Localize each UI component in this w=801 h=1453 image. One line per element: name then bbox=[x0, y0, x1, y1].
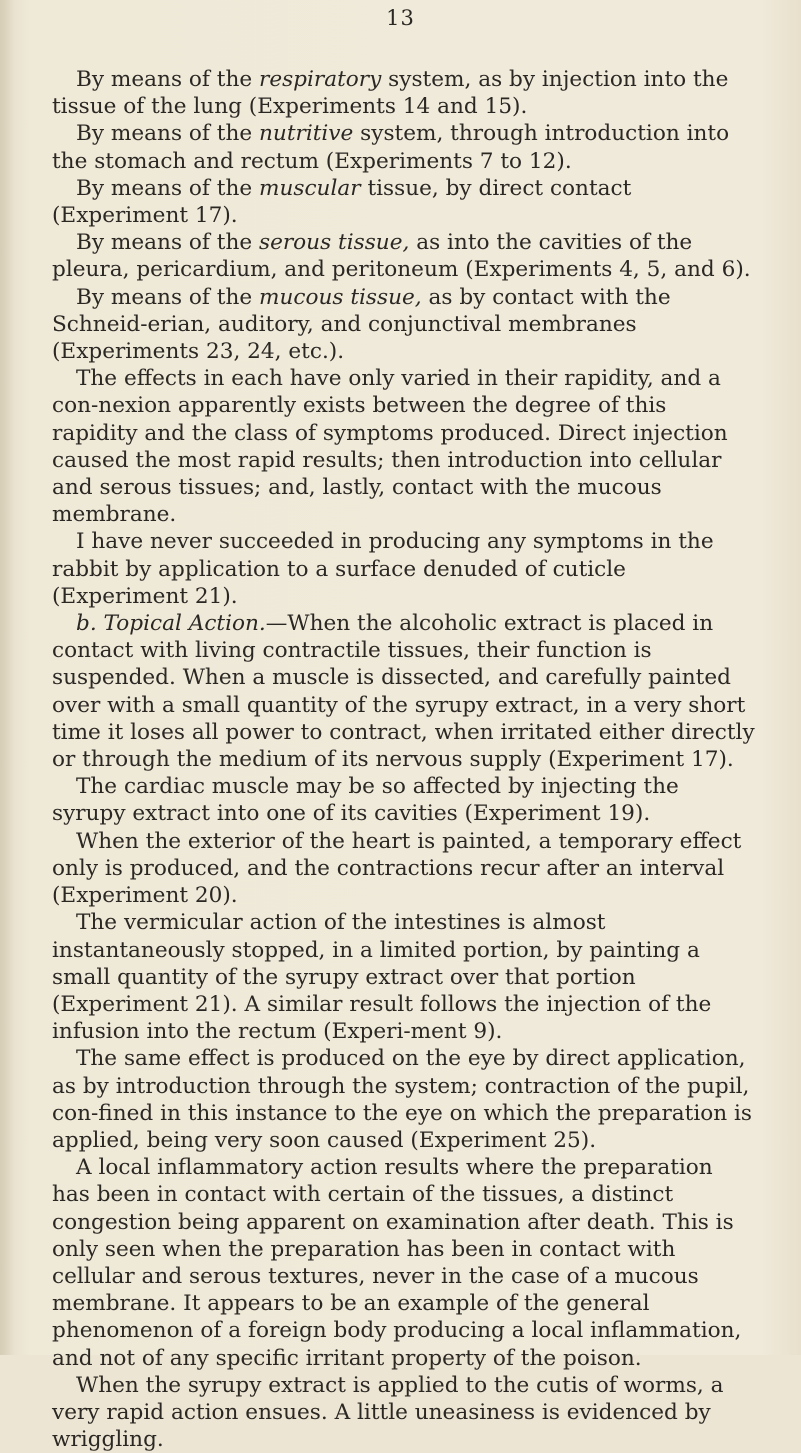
paragraph: When the exterior of the heart is painted, a temporary effect only is produced, and the contractions recur after an interval (Experiment 20). bbox=[52, 828, 742, 909]
paragraph: By means of the serous tissue, as into the cavities of the pleura, pericardium, and peritoneum (Experiments 4, 5, and 6). bbox=[52, 230, 751, 283]
paragraph: By means of the muscular tissue, by direct contact (Experiment 17). bbox=[52, 175, 632, 229]
paragraph: When the syrupy extract is applied to the cutis of worms, a very rapid action ensues. A little uneasiness is evidenced by wriggling. bbox=[52, 1372, 724, 1453]
paragraph: b. Topical Action.—When the alcoholic extract is placed in contact with living contractile tissues, their function is suspended. When a muscle is dissected, and carefully painted over with a small quantity of the syrupy extract, in a very short time it loses all power to contract, when irritated either directly or through the medium of its nervous supply (Experiment 17). bbox=[52, 611, 755, 773]
page-binding-shadow bbox=[0, 0, 14, 1355]
paragraph: The vermicular action of the intestines is almost instantaneously stopped, in a limited portion, by painting a small quantity of the syrupy extract over that portion (Experiment 21). A similar result follows the injection of the infusion into the rectum (Experi-ment 9). bbox=[52, 910, 712, 1045]
paragraph: By means of the respiratory system, as by injection into the tissue of the lung (Experiments 14 and 15). bbox=[52, 67, 729, 120]
paragraph: The cardiac muscle may be so affected by injecting the syrupy extract into one of its cavities (Experiment 19). bbox=[52, 774, 679, 827]
page-number: 13 bbox=[386, 6, 415, 30]
paragraph: I have never succeeded in producing any symptoms in the rabbit by application to a surface denuded of cuticle (Experiment 21). bbox=[52, 529, 714, 609]
body-text bbox=[52, 66, 757, 1453]
paragraph: A local inflammatory action results where the preparation has been in contact with certain of the tissues, a distinct congestion being apparent on examination after death. This is only seen when the preparation has been in contact with cellular and serous textures, never in the case of a mucous membrane. It appears to be an example of the general phenomenon of a foreign body producing a local inflammation, and not of any specific irritant property of the poison. bbox=[52, 1155, 742, 1371]
paragraph: The same effect is produced on the eye by direct application, as by introduction through the system; contraction of the pupil, con-fined in this instance to the eye on which the preparation is applied, being very soon caused (Experiment 25). bbox=[52, 1046, 752, 1153]
paragraph: By means of the mucous tissue, as by contact with the Schneid-erian, auditory, and conjunctival membranes (Experiments 23, 24, etc.). bbox=[52, 284, 671, 365]
paragraph: By means of the nutritive system, through introduction into the stomach and rectum (Experiments 7 to 12). bbox=[52, 121, 730, 174]
paragraph: The effects in each have only varied in their rapidity, and a con-nexion apparently exists between the degree of this rapidity and the class of symptoms produced. Direct injection caused the most rapid results; then introduction into cellular and serous tissues; and, lastly, contact with the mucous membrane. bbox=[52, 366, 728, 528]
